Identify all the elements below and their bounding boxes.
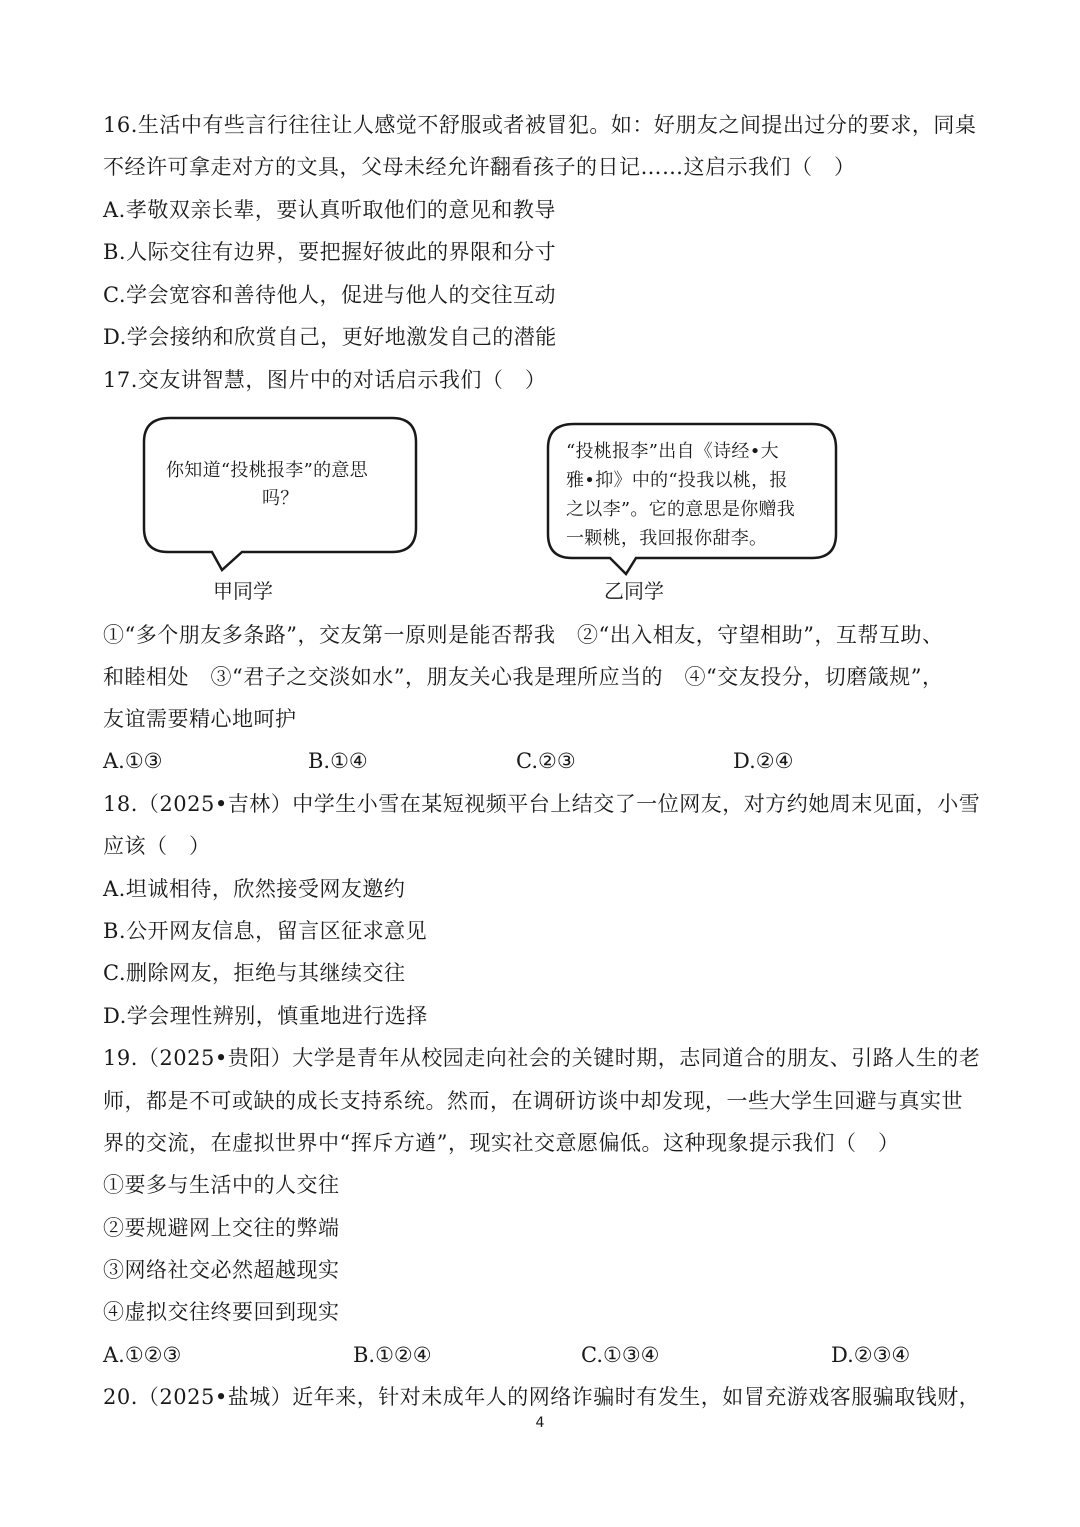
left-bubble-line1: 你知道“投桃报李”的意思 [166,460,369,481]
q16-option-b: B.人际交往有边界，要把握好彼此的界限和分寸 [103,240,557,264]
q16-stem-line2: 不经许可拿走对方的文具，父母未经允许翻看孩子的日记……这启示我们（ ） [103,155,856,179]
right-bubble-line4: 一颗桃，我回报你甜李。 [566,528,768,549]
q16-option-d: D.学会接纳和欣赏自己，更好地激发自己的潜能 [103,325,557,349]
q18-option-b: B.公开网友信息，留言区征求意见 [103,919,428,943]
q19-statement-2: ②要规避网上交往的弊端 [103,1216,340,1240]
q17-option-b: B.①④ [308,749,368,773]
right-bubble-line3: 之以李”。它的意思是你赠我 [566,499,796,520]
q17-options [103,746,983,776]
q19-options [103,1340,983,1370]
q17-statements-line3: 友谊需要精心地呵护 [103,707,297,731]
q16-option-a: A.孝敬双亲长辈，要认真听取他们的意见和教导 [103,198,556,222]
q19-stem-line1: 19.（2025•贵阳）大学是青年从校园走向社会的关键时期，志同道合的朋友、引路人生的老 [103,1046,981,1070]
speaker-yi: 乙同学 [604,579,664,603]
q19-statement-1: ①要多与生活中的人交往 [103,1173,340,1197]
q19-statement-3: ③网络社交必然超越现实 [103,1258,340,1282]
q16-option-c: C.学会宽容和善待他人，促进与他人的交往互动 [103,283,556,307]
right-bubble-line2: 雅•抑》中的“投我以桃，报 [566,470,788,491]
q17-option-c: C.②③ [516,749,576,773]
page-number: 4 [535,1415,545,1431]
left-bubble-line2: 吗？ [262,488,299,509]
q18-option-d: D.学会理性辨别，慎重地进行选择 [103,1004,428,1028]
right-bubble-line1: “投桃报李”出自《诗经•大 [566,441,779,462]
q19-statement-4: ④虚拟交往终要回到现实 [103,1300,340,1324]
q17-statements-line2: 和睦相处 ③“君子之交淡如水”，朋友关心我是理所应当的 ④“交友投分，切磨箴规”， [103,665,944,689]
q17-option-d: D.②④ [733,749,794,773]
speaker-jia: 甲同学 [213,579,273,603]
q19-option-b: B.①②④ [353,1343,432,1367]
q17-stem: 17.交友讲智慧，图片中的对话启示我们（ ） [103,368,547,392]
q18-option-a: A.坦诚相待，欣然接受网友邀约 [103,877,406,901]
q16-stem-line1: 16.生活中有些言行往往让人感觉不舒服或者被冒犯。如：好朋友之间提出过分的要求，同桌 [103,113,977,137]
q18-option-c: C.删除网友，拒绝与其继续交往 [103,961,406,985]
q17-statements-line1: ①“多个朋友多条路”，交友第一原则是能否帮我 ②“出入相友，守望相助”，互帮互助、 [103,623,944,647]
q19-option-a: A.①②③ [103,1343,182,1367]
q17-option-a: A.①③ [103,749,163,773]
q19-stem-line3: 界的交流，在虚拟世界中“挥斥方遒”，现实社交意愿偏低。这种现象提示我们（ ） [103,1131,900,1155]
q19-stem-line2: 师，都是不可或缺的成长支持系统。然而，在调研访谈中却发现，一些大学生回避与真实世 [103,1089,963,1113]
q19-option-c: C.①③④ [581,1343,660,1367]
q20-stem-line1: 20.（2025•盐城）近年来，针对未成年人的网络诈骗时有发生，如冒充游戏客服骗取钱财， [103,1385,981,1409]
q18-stem-line2: 应该（ ） [103,834,211,858]
q18-stem-line1: 18.（2025•吉林）中学生小雪在某短视频平台上结交了一位网友，对方约她周末见面，小雪 [103,792,981,816]
q19-option-d: D.②③④ [831,1343,911,1367]
